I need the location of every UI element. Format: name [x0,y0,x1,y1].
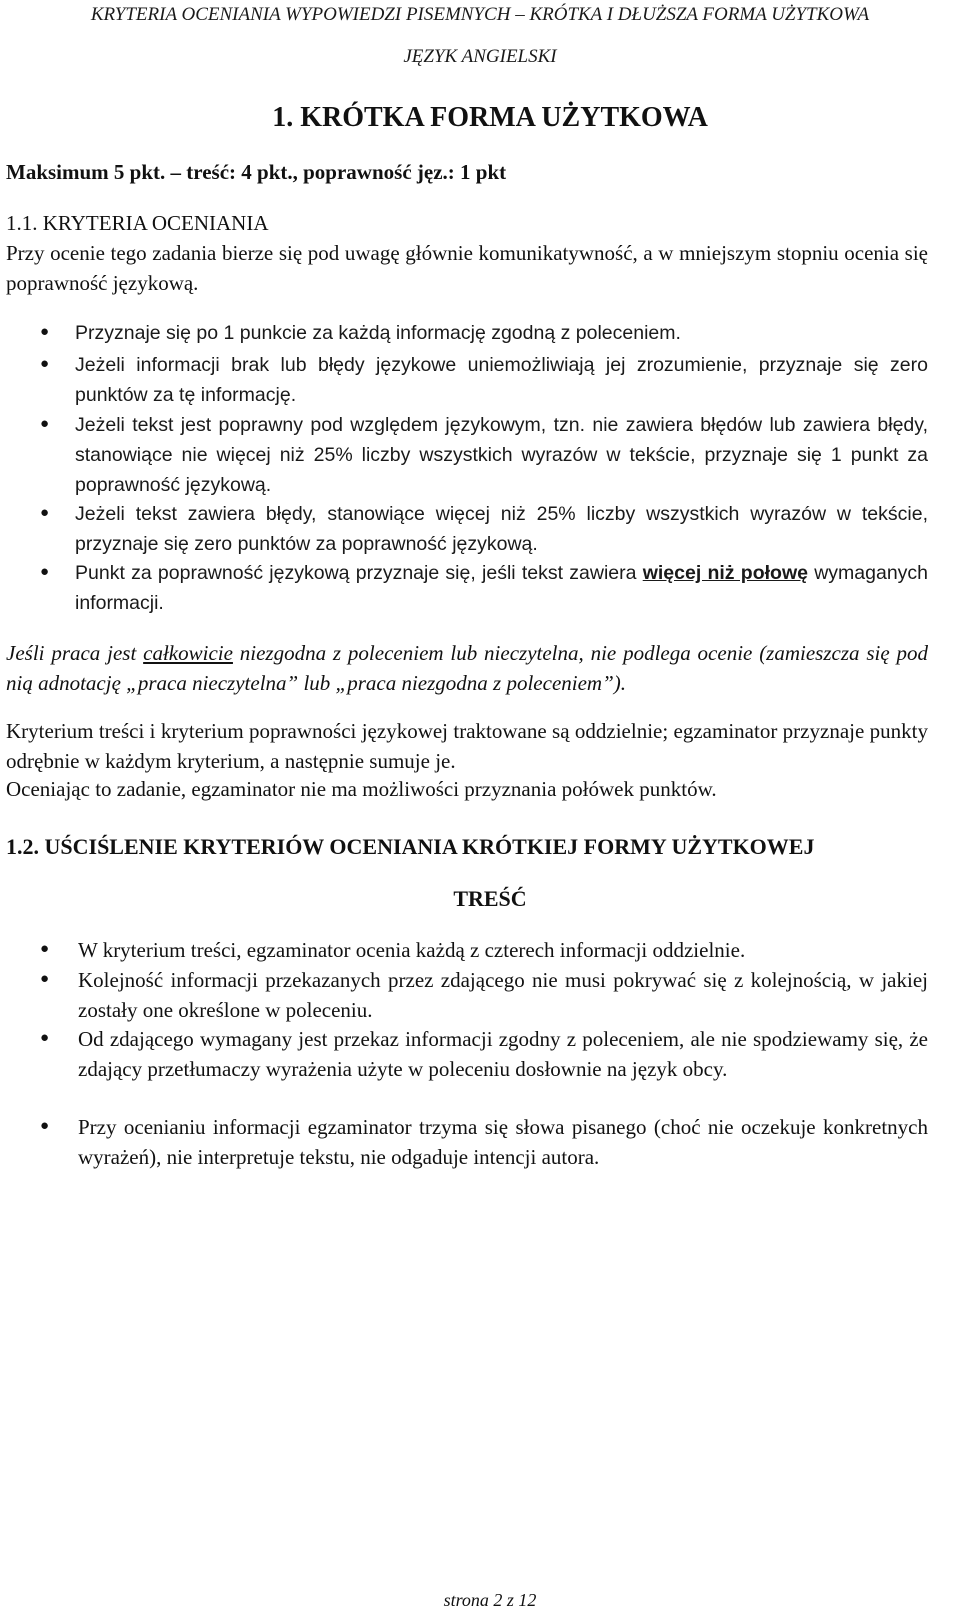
bullet-dot-icon: ● [40,941,50,957]
max-points: Maksimum 5 pkt. – treść: 4 pkt., poprawność jęz.: 1 pkt [6,160,507,184]
content-heading: TREŚĆ [453,886,527,911]
criteria-bullet: Jeżeli informacji brak lub błędy językowe uniemożliwiają jej zrozumienie, przyznaje się zero punktów za tę informację. [75,354,928,406]
intro-paragraph: Przy ocenie tego zadania bierze się pod uwagę głównie komunikatywność, a w mniejszym stopniu ocenia się poprawność językową. [6,241,928,295]
note-emphasis: całkowicie [143,641,233,665]
content-bullet: Kolejność informacji przekazanych przez zdającego nie musi pokrywać się z kolejnością, w jakiej zostały one określone w poleceniu. [78,968,928,1022]
bullet-dot-icon: ● [40,505,50,521]
bullet-dot-icon: ● [40,971,50,987]
criteria-bullet: Jeżeli tekst zawiera błędy, stanowiące więcej niż 25% liczby wszystkich wyrazów w tekście, przyznaje się zero punktów za poprawność językową. [75,503,928,555]
content-bullet: Od zdającego wymagany jest przekaz informacji zgodny z poleceniem, ale nie spodziewamy się, że zdający przetłumaczy wyrażenia użyte w poleceniu dosłownie na język obcy. [78,1027,928,1081]
bullet-text: Punkt za poprawność językową przyznaje się, jeśli tekst zawiera [75,562,643,584]
running-header: KRYTERIA OCENIANIA WYPOWIEDZI PISEMNYCH – KRÓTKA I DŁUŻSZA FORMA UŻYTKOWA [90,4,870,25]
bullet-dot-icon: ● [40,564,50,580]
content-bullet: Przy ocenianiu informacji egzaminator trzyma się słowa pisanego (choć nie oczekuje konkretnych wyrażeń), nie interpretuje tekstu, nie odgaduje intencji autora. [78,1115,928,1169]
note-text: niezgodna z poleceniem lub nieczytelna, nie podlega ocenie (zamieszcza się pod nią adnotację „praca nieczytelna” lub „praca niezgodna z poleceniem”). [6,641,929,695]
scoring-paragraph: Kryterium treści i kryterium poprawności językowej traktowane są oddzielnie; egzaminator przyznaje punkty odrębnie w każdym kryterium, a następnie sumuje je. [6,719,928,773]
bullet-dot-icon: ● [40,1030,50,1046]
criteria-bullet: Jeżeli tekst jest poprawny pod względem językowym, tzn. nie zawiera błędów lub zawiera błędy, stanowiące nie więcej niż 25% liczby wszystkich wyrazów w tekście, przyznaje się 1 punkt za poprawność językową. [75,414,928,496]
scoring-paragraph: Oceniając to zadanie, egzaminator nie ma możliwości przyznania połówek punktów. [6,777,717,801]
emphasis-text: więcej niż połowę [642,562,808,584]
bullet-dot-icon: ● [40,416,50,432]
note-text: Jeśli praca jest [6,641,144,665]
content-bullet: W kryterium treści, egzaminator ocenia każdą z czterech informacji oddzielnie. [78,938,746,962]
page-number: strona 2 z 12 [443,1590,537,1610]
subsection-title: 1.1. KRYTERIA OCENIANIA [6,211,269,235]
bullet-text: wymaganych informacji. [75,562,929,614]
running-header-subject: JĘZYK ANGIELSKI [403,46,557,67]
criteria-bullet: Przyznaje się po 1 punkcie za każdą informację zgodną z poleceniem. [75,322,681,344]
bullet-dot-icon: ● [40,356,50,372]
criteria-bullet [75,558,928,618]
section-title: 1.2. UŚCIŚLENIE KRYTERIÓW OCENIANIA KRÓTKIEJ FORMY UŻYTKOWEJ [6,834,815,859]
invalid-work-note [6,638,928,698]
bullet-dot-icon: ● [40,324,50,340]
bullet-dot-icon: ● [40,1118,50,1134]
section-title: 1. KRÓTKA FORMA UŻYTKOWA [272,102,708,133]
